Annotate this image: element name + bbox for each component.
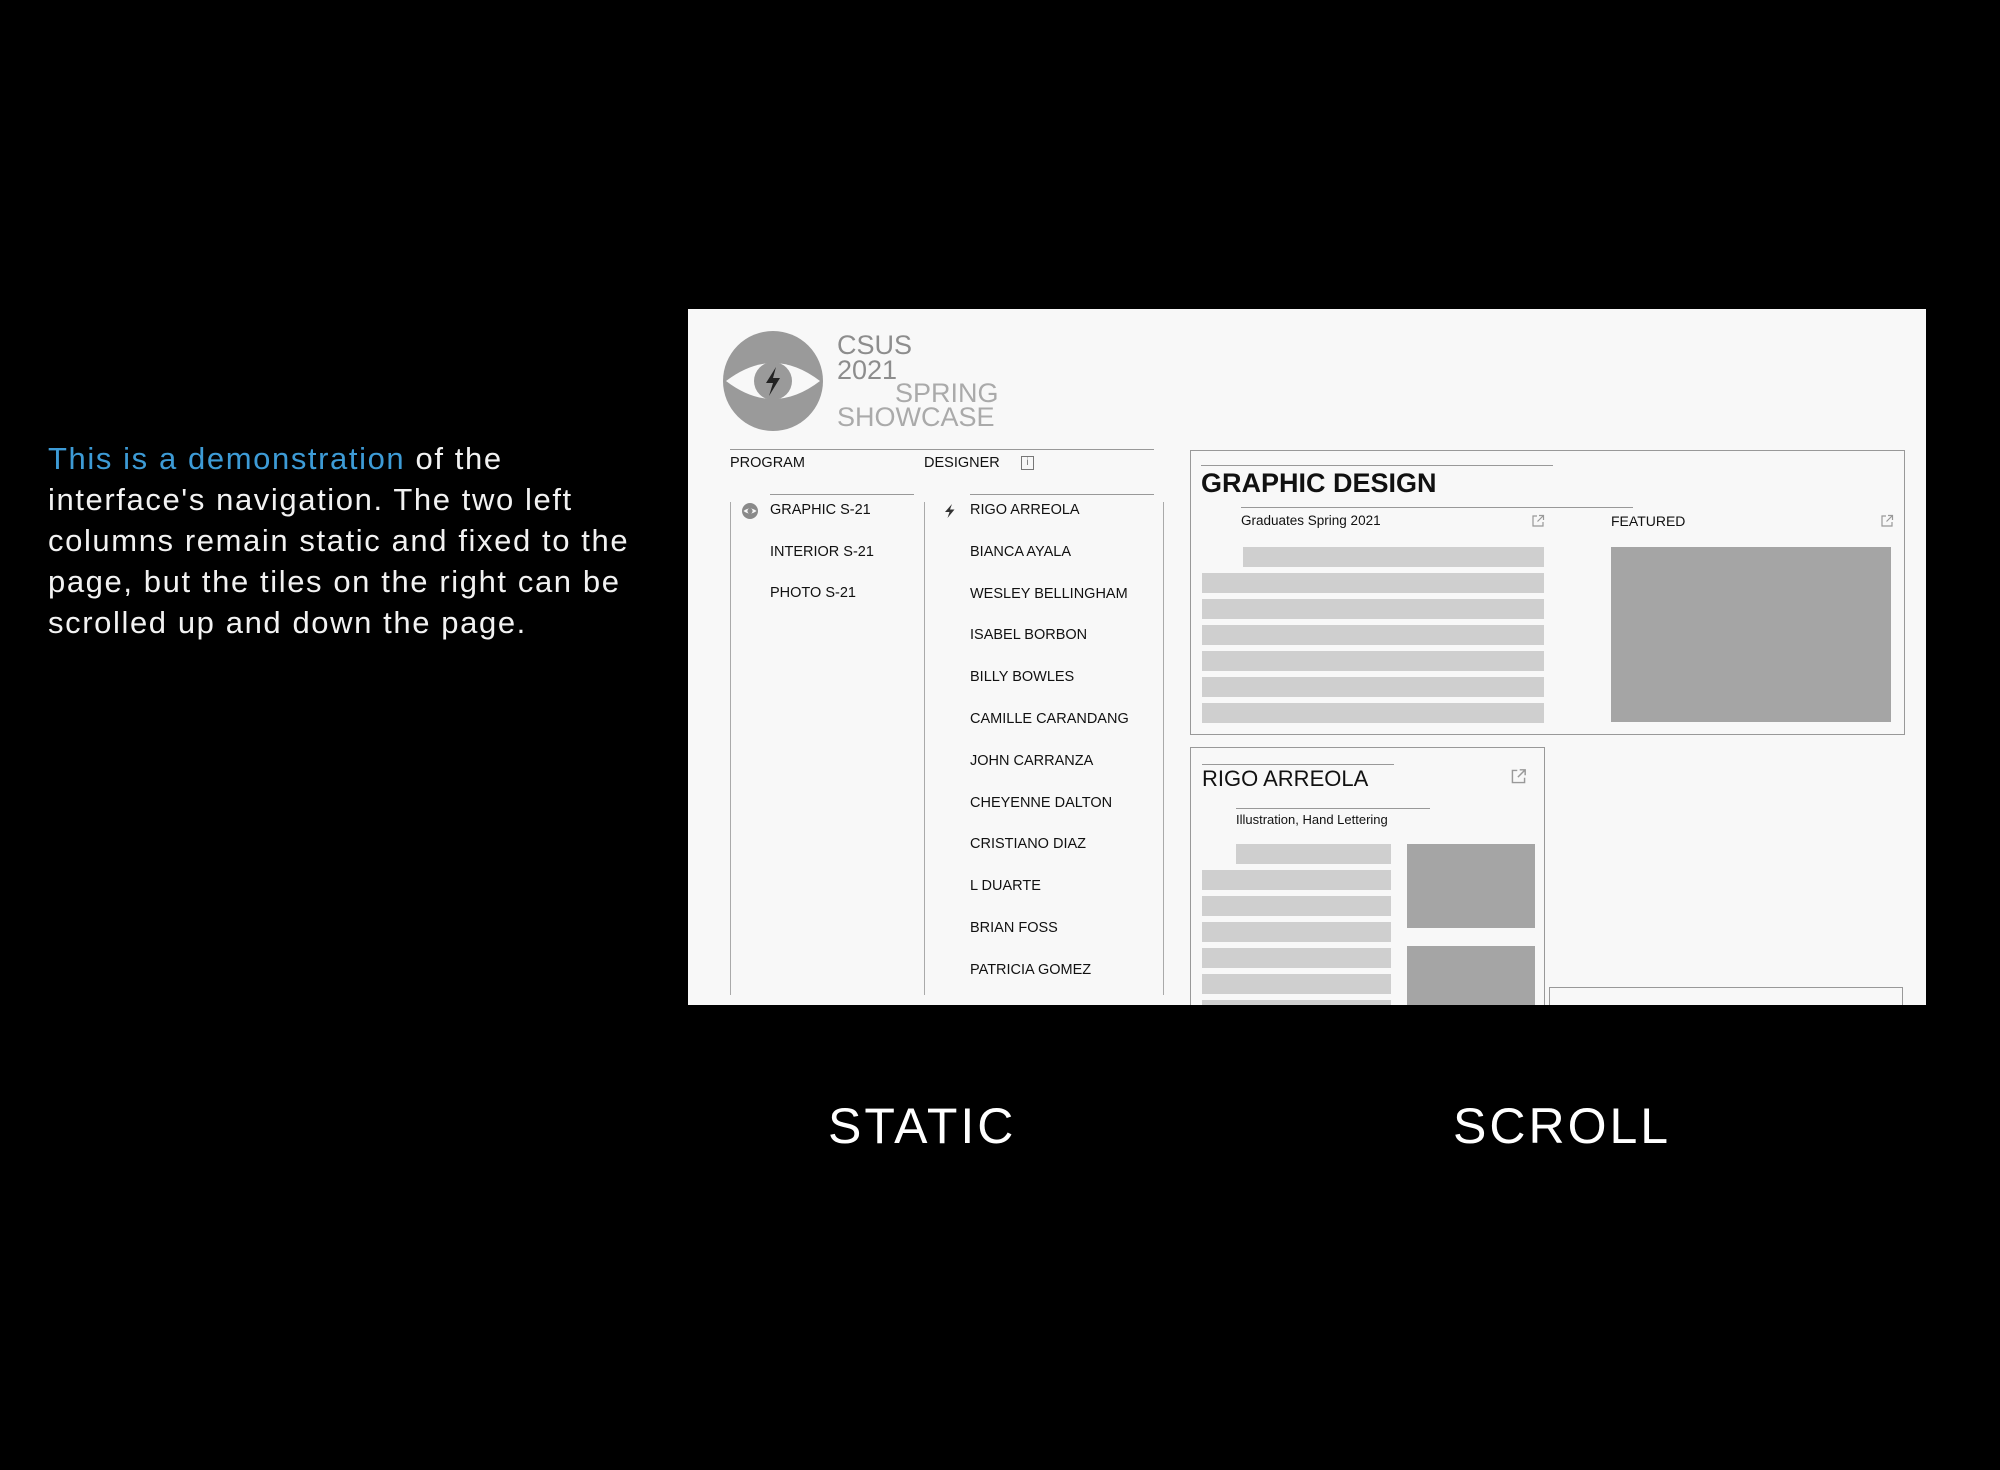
designer-item-billy-bowles[interactable]: BILLY BOWLES (970, 669, 1075, 686)
bolt-icon (942, 503, 958, 519)
text-placeholder (1202, 974, 1391, 994)
program-item-photo-s-21[interactable]: PHOTO S-21 (770, 585, 856, 601)
external-link-icon[interactable] (1510, 768, 1527, 785)
designer-tile-tags: Illustration, Hand Lettering (1236, 812, 1388, 827)
tile-subtitle-rule (1241, 507, 1633, 508)
text-placeholder (1202, 677, 1544, 697)
program-list-rule (770, 494, 914, 495)
info-icon[interactable]: i (1021, 456, 1034, 470)
featured-label: FEATURED (1611, 513, 1686, 529)
description-highlight: This is a demonstration (48, 441, 406, 476)
text-placeholder (1202, 948, 1391, 968)
designer-item-wesley-bellingham[interactable]: WESLEY BELLINGHAM (970, 585, 1128, 602)
tile-title-rule (1201, 465, 1553, 466)
tile-subtitle-rule (1236, 808, 1430, 809)
program-item-graphic-s-21[interactable]: GRAPHIC S-21 (770, 502, 871, 518)
logo-text-csus: CSUS (837, 330, 913, 360)
text-placeholder (1202, 651, 1544, 671)
designer-item-john-carranza[interactable]: JOHN CARRANZA (970, 752, 1094, 769)
text-placeholder (1202, 870, 1391, 890)
logo-text-showcase: SHOWCASE (837, 402, 995, 432)
text-placeholder (1202, 896, 1391, 916)
designer-tile-name: RIGO ARREOLA (1202, 766, 1369, 791)
nav-top-divider (730, 449, 1154, 450)
designer-item-cristiano-diaz[interactable]: CRISTIANO DIAZ (970, 836, 1087, 853)
designer-column-header: DESIGNER (924, 455, 1000, 471)
column-divider (924, 502, 925, 995)
program-item-interior-s-21[interactable]: INTERIOR S-21 (770, 543, 874, 560)
text-placeholder (1202, 922, 1391, 942)
designer-item-brian-foss[interactable]: BRIAN FOSS (970, 920, 1058, 936)
scroll-caption: SCROLL (1453, 1098, 1672, 1154)
column-divider (730, 502, 731, 995)
text-placeholder (1243, 547, 1544, 567)
designer-list-rule (970, 494, 1154, 495)
work-image-placeholder[interactable] (1407, 946, 1535, 1005)
tile-title-rule (1202, 764, 1394, 765)
description-rest: of the interface's navigation. The two left columns remain static and fixed to the page, but the tiles on the right can be scrolled up and down the page. (48, 441, 630, 640)
featured-image-placeholder[interactable] (1611, 547, 1891, 722)
description-text (48, 438, 658, 643)
external-link-icon[interactable] (1880, 514, 1894, 528)
logo-text-year: 2021 (837, 355, 898, 385)
designer-tile[interactable] (1190, 747, 1545, 1005)
designer-item-rigo-arreola[interactable]: RIGO ARREOLA (970, 502, 1080, 518)
eye-icon (742, 503, 758, 519)
next-tile-edge[interactable] (1549, 987, 1903, 1005)
static-caption: STATIC (828, 1098, 1017, 1154)
external-link-icon[interactable] (1531, 514, 1545, 528)
designer-item-cheyenne-dalton[interactable]: CHEYENNE DALTON (970, 794, 1113, 811)
text-placeholder (1202, 599, 1544, 619)
designer-item-patricia-gomez[interactable]: PATRICIA GOMEZ (970, 961, 1092, 978)
text-placeholder (1202, 625, 1544, 645)
designer-item-camille-carandang[interactable]: CAMILLE CARANDANG (970, 711, 1129, 727)
text-placeholder (1202, 573, 1544, 593)
text-placeholder (1202, 1000, 1391, 1005)
program-tile-subtitle: Graduates Spring 2021 (1241, 513, 1381, 528)
column-divider (1163, 502, 1164, 995)
program-tile[interactable] (1190, 450, 1905, 735)
designer-item-bianca-ayala[interactable]: BIANCA AYALA (970, 543, 1072, 560)
logo-text-spring: SPRING (895, 378, 999, 408)
program-tile-title: GRAPHIC DESIGN (1201, 468, 1437, 498)
text-placeholder (1236, 844, 1391, 864)
program-column-header: PROGRAM (730, 455, 805, 471)
designer-item-l-duarte[interactable]: L DUARTE (970, 878, 1041, 895)
work-image-placeholder[interactable] (1407, 844, 1535, 928)
text-placeholder (1202, 703, 1544, 723)
designer-item-isabel-borbon[interactable]: ISABEL BORBON (970, 627, 1088, 644)
eye-bolt-logo-icon[interactable] (723, 331, 823, 431)
interface-mockup (688, 309, 1926, 1005)
